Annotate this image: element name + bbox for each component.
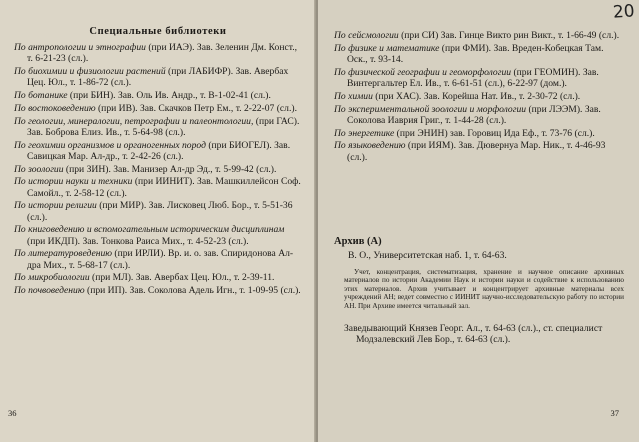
entry-details: (при ИАЭ). Зав. Зеленин Дм. Конст., т. 6-21-23 (сл.). bbox=[27, 42, 298, 65]
entry-details: (при ИРЛИ). Вр. и. о. зав. Спиридонова Ал-дра Мих., т. 5-68-17 (сл.). bbox=[27, 248, 294, 271]
library-entry bbox=[14, 42, 302, 64]
library-entry bbox=[334, 140, 624, 162]
library-entry bbox=[334, 67, 624, 89]
entry-details: (при ФМИ). Зав. Вреден-Кобецкая Там. Оск., т. 93-14. bbox=[347, 42, 604, 65]
library-entry bbox=[14, 224, 302, 246]
library-entry bbox=[14, 103, 302, 114]
page-heading: Специальные библиотеки bbox=[89, 26, 227, 37]
entry-subject: По геологии, минералогии, петрографии и палеонтологии, bbox=[14, 115, 254, 127]
entry-subject: По языковедению bbox=[334, 140, 406, 152]
entry-subject: По физике и математике bbox=[334, 42, 440, 54]
entry-subject: По зоологии bbox=[14, 163, 64, 175]
library-entry bbox=[14, 200, 302, 222]
archive-staff bbox=[344, 323, 624, 346]
entry-subject: По антропологии и этнографии bbox=[14, 42, 146, 53]
library-entry bbox=[334, 104, 624, 126]
entry-subject: По почвоведению bbox=[14, 285, 85, 297]
library-entry bbox=[334, 43, 624, 65]
archive-title: Архив (А) bbox=[334, 236, 382, 247]
entry-subject: По химии bbox=[334, 90, 373, 102]
entry-subject: По микробиологии bbox=[14, 272, 90, 284]
handwritten-number: 20 bbox=[612, 1, 636, 23]
page-number: 37 bbox=[610, 408, 619, 418]
entry-subject: По экспериментальной зоологии и морфологии bbox=[334, 103, 527, 115]
entry-details: (при ИКДП). Зав. Тонкова Раиса Мих., т. 4-52-23 (сл.). bbox=[27, 235, 249, 247]
right-page bbox=[318, 0, 639, 442]
entry-details: (при МИР). Зав. Лисковец Люб. Бор., т. 5-51-36 (сл.). bbox=[27, 200, 293, 223]
library-entry bbox=[14, 140, 302, 162]
library-list bbox=[334, 30, 624, 164]
library-entry bbox=[14, 116, 302, 138]
library-entry bbox=[14, 176, 302, 198]
page-number: 36 bbox=[8, 408, 17, 418]
entry-details: (при ГАС). Зав. Боброва Елиз. Ив., т. 5-64-98 (сл.). bbox=[27, 115, 300, 138]
library-entry bbox=[14, 90, 302, 101]
library-entry bbox=[14, 164, 302, 175]
entry-details: (при ХАС). Зав. Корейша Нат. Ив., т. 2-30-72 (сл.). bbox=[372, 90, 581, 102]
entry-details: (при ЛЭЭМ). Зав. Соколова Иаврия Григ., т. 1-44-28 (сл.). bbox=[347, 103, 601, 126]
entry-details: (при ЗИН). Зав. Манизер Ал-др Эд., т. 5-99-42 (сл.). bbox=[63, 163, 277, 175]
archive-description: Учет, концентрация, систематизация, хранение и научное описание архивных материалов по истории Академии Наук и истории науки и содействие к использованию этих материалов. Архив учитывает и концентрирует архивные материалы всех учреждений АН; ведет совместно с ИИНИТ научно-исследовательскую работу по истории АН. При Архиве имеется читальный зал. bbox=[344, 268, 624, 310]
entry-details: (при СИ) Зав. Гинце Викто рин Викт., т. 1-66-49 (сл.). bbox=[398, 30, 620, 41]
entry-subject: По книговедению и вспомогательным историческим дисциплинам bbox=[14, 224, 285, 236]
entry-subject: По геохимии организмов и органогенных пород bbox=[14, 139, 206, 151]
library-entry bbox=[334, 128, 624, 139]
entry-subject: По биохимии и физиологии растений bbox=[14, 66, 166, 77]
library-entry bbox=[14, 285, 302, 296]
entry-subject: По литературоведению bbox=[14, 248, 113, 260]
library-entry bbox=[14, 272, 302, 283]
library-entry bbox=[14, 66, 302, 88]
entry-details: (при ИИНИТ). Зав. Машкиллейсон Соф. Самойл., т. 2-58-12 (сл.). bbox=[27, 176, 301, 199]
entry-subject: По востоковедению bbox=[14, 102, 96, 114]
library-entry bbox=[334, 30, 624, 41]
entry-details: (при БИОГЕЛ). Зав. Савицкая Мар. Ал-др., т. 2-42-26 (сл.). bbox=[27, 139, 291, 162]
entry-details: (при ИВ). Зав. Скачков Петр Ем., т. 2-22-07 (сл.). bbox=[95, 102, 297, 114]
entry-details: (при БИН). Зав. Оль Ив. Андр., т. В-1-02-41 (сл.). bbox=[67, 90, 271, 101]
library-entry bbox=[334, 91, 624, 102]
library-entry bbox=[14, 248, 302, 270]
entry-subject: По сейсмологии bbox=[334, 30, 399, 41]
entry-subject: По истории религии bbox=[14, 200, 97, 212]
archive-address: В. О., Университетская наб. 1, т. 64-63. bbox=[348, 250, 507, 261]
entry-details: (при ИЯМ). Зав. Дювернуа Мар. Ник., т. 4-46-93 (сл.). bbox=[347, 140, 606, 163]
entry-subject: По энергетике bbox=[334, 127, 395, 139]
entry-subject: По ботанике bbox=[14, 90, 68, 101]
staff-line: Заведывающий Князев Георг. Ал., т. 64-63 (сл.)., ст. специалист Модзалевский Лев Бор., т. 64-63 (сл.). bbox=[344, 323, 603, 346]
entry-details: (при МЛ). Зав. Авербах Цец. Юл., т. 2-39-11. bbox=[89, 272, 275, 284]
entry-subject: По физической географии и геоморфологии bbox=[334, 66, 512, 78]
entry-details: (при ГЕОМИН). Зав. Винтергальтер Ел. Ив., т. 6-61-51 (сл.), 6-22-97 (дом.). bbox=[347, 66, 599, 89]
entry-details: (при ЭНИН) зав. Горовиц Ида Еф., т. 73-76 (сл.). bbox=[394, 127, 595, 139]
left-page bbox=[0, 0, 316, 442]
entry-details: (при ИП). Зав. Соколова Адель Игн., т. 1-09-95 (сл.). bbox=[84, 285, 301, 297]
entry-subject: По истории науки и техники bbox=[14, 176, 133, 188]
library-list bbox=[14, 42, 302, 298]
entry-details: (при ЛАБИФР). Зав. Авербах Цец. Юл., т. 1-86-72 (сл.). bbox=[27, 66, 289, 89]
